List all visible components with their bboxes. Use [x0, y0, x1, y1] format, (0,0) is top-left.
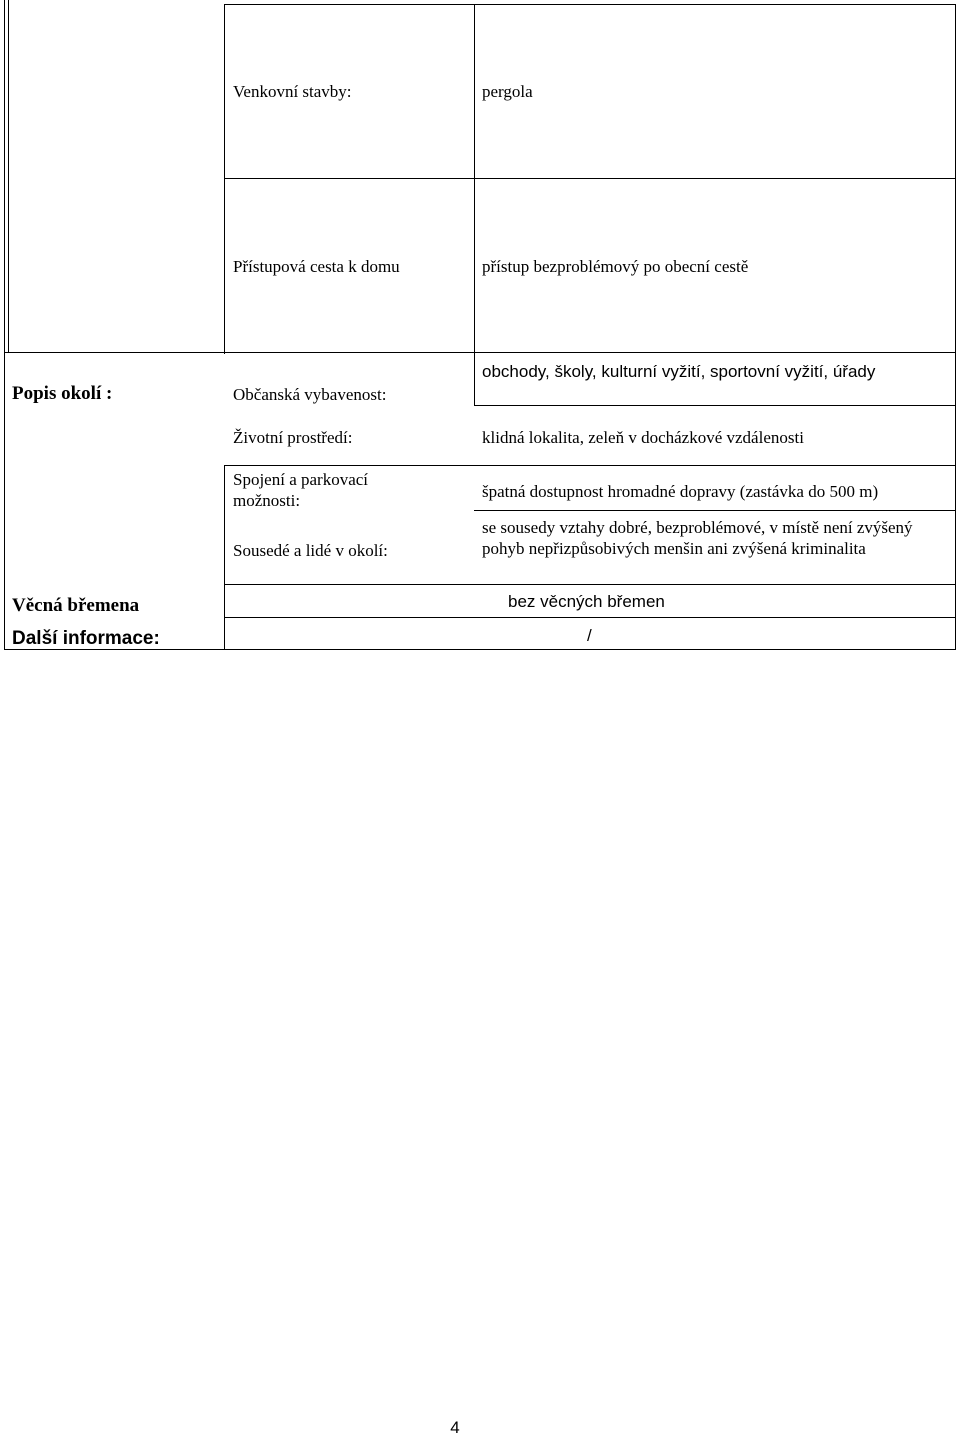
table-row-line-3 [474, 405, 956, 406]
page-number: 4 [450, 1418, 460, 1437]
table-row-line-4 [224, 465, 956, 466]
table-col-line-2 [474, 4, 475, 180]
table-border-right [955, 4, 956, 650]
table-row-line-6 [224, 584, 956, 585]
table-col-line-1b [224, 465, 225, 585]
table-row-line-5 [474, 510, 956, 511]
obcanska-vybavenost-value: obchody, školy, kulturní vyžití, sportovní vyžití, úřady [482, 362, 876, 381]
popis-okoli-heading: Popis okolí : [12, 383, 113, 404]
pristupova-cesta-value: přístup bezproblémový po obecní cestě [482, 257, 749, 276]
dalsi-informace-label: Další informace: [12, 628, 160, 649]
zivotni-prostredi-value: klidná lokalita, zeleň v docházkové vzdálenosti [482, 428, 804, 447]
pristupova-cesta-label: Přístupová cesta k domu [233, 257, 400, 276]
table-border-left-inner [8, 0, 9, 352]
table-row-line-2 [4, 352, 956, 353]
sousede-value: se sousedy vztahy dobré, bezproblémové, v místě není zvýšený pohyb nepřizpůsobivých menšin ani zvýšená kriminalita [482, 518, 913, 558]
vecna-bremena-value: bez věcných břemen [508, 592, 665, 611]
spojeni-parkovani-value: špatná dostupnost hromadné dopravy (zastávka do 500 m) [482, 482, 879, 501]
vecna-bremena-label: Věcná břemena [12, 595, 140, 616]
dalsi-informace-value: / [587, 626, 592, 645]
table-bottom-line [4, 649, 956, 650]
table-col-line-2b [474, 178, 475, 406]
venkovni-stavby-label: Venkovní stavby: [233, 82, 352, 101]
table-border-left [4, 0, 5, 650]
sousede-label: Sousedé a lidé v okolí: [233, 541, 388, 560]
zivotni-prostredi-label: Životní prostředí: [233, 428, 353, 447]
table-row-line-7 [224, 617, 956, 618]
table-row-line-1 [224, 178, 956, 179]
venkovni-stavby-value: pergola [482, 82, 533, 101]
table-top-line [224, 4, 956, 5]
table-col-line-1 [224, 4, 225, 354]
obcanska-vybavenost-label: Občanská vybavenost: [233, 385, 387, 404]
spojeni-parkovani-label: Spojení a parkovací možnosti: [233, 470, 369, 510]
